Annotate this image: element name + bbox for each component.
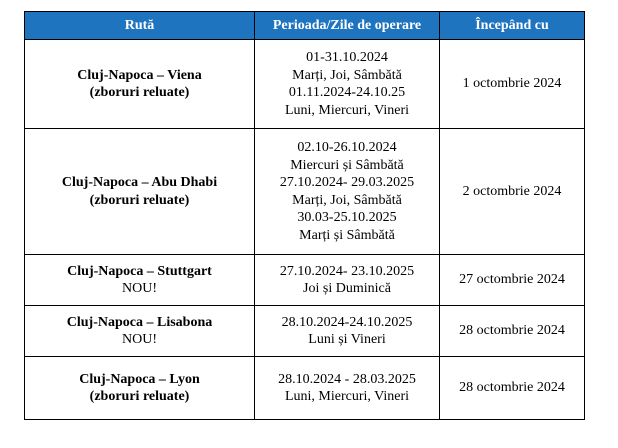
schedule-line: Marți, Joi, Sâmbătă (292, 192, 402, 208)
schedule-line: Marți și Sâmbătă (299, 227, 395, 243)
start-date-cell: 2 octombrie 2024 (440, 129, 585, 255)
new-badge: NOU! (122, 332, 157, 347)
table-row (25, 306, 585, 357)
table-body (25, 40, 585, 420)
schedule-line: 28.10.2024 - 28.03.2025 (278, 371, 416, 387)
header-row (25, 12, 585, 40)
schedule-line: 27.10.2024- 29.03.2025 (279, 175, 415, 190)
schedule-line: 27.10.2024- 23.10.2025 (279, 263, 415, 279)
schedule-line: Marți, Joi, Sâmbătă (292, 67, 402, 83)
route-cell (25, 306, 255, 357)
schedule-line: 01-31.10.2024 (306, 50, 388, 65)
start-date-cell: 27 octombrie 2024 (440, 255, 585, 306)
route-cell (25, 255, 255, 306)
schedule-line: Luni, Miercuri, Vineri (284, 389, 410, 404)
schedule-line: 01.11.2024-24.10.25 (288, 85, 406, 100)
route-name: Cluj-Napoca – Abu Dhabi (61, 175, 218, 190)
schedule-line: Joi și Duminică (303, 281, 391, 296)
route-note: (zboruri reluate) (89, 85, 190, 100)
route-name: Cluj-Napoca – Stuttgart (67, 263, 212, 279)
route-note: (zboruri reluate) (89, 192, 190, 208)
route-name: Cluj-Napoca – Viena (77, 67, 202, 83)
start-date-cell: 28 octombrie 2024 (440, 306, 585, 357)
schedule-line: Luni și Vineri (308, 332, 386, 347)
schedule-cell (255, 129, 440, 255)
start-date-cell: 28 octombrie 2024 (440, 357, 585, 420)
table-row (25, 357, 585, 420)
schedule-cell (255, 255, 440, 306)
route-note: (zboruri reluate) (89, 389, 190, 404)
schedule-line: Luni, Miercuri, Vineri (284, 102, 410, 118)
schedule-line: 02.10-26.10.2024 (297, 140, 397, 155)
route-cell (25, 40, 255, 129)
start-date-cell: 1 octombrie 2024 (440, 40, 585, 129)
table-header (25, 12, 585, 40)
header-start: Începând cu (440, 12, 585, 40)
header-period: Perioada/Zile de operare (255, 12, 440, 40)
schedule-line: 28.10.2024-24.10.2025 (281, 314, 413, 330)
table-row (25, 255, 585, 306)
new-badge: NOU! (122, 281, 157, 296)
route-name: Cluj-Napoca – Lisabona (66, 314, 213, 330)
schedule-cell (255, 40, 440, 129)
route-name: Cluj-Napoca – Lyon (79, 371, 200, 387)
schedule-cell (255, 357, 440, 420)
table-row (25, 40, 585, 129)
schedule-cell (255, 306, 440, 357)
schedule-line: 30.03-25.10.2025 (297, 210, 397, 225)
route-cell (25, 357, 255, 420)
table-row (25, 129, 585, 255)
route-cell (25, 129, 255, 255)
flight-routes-table (24, 11, 585, 420)
header-route: Rută (25, 12, 255, 40)
schedule-line: Miercuri și Sâmbătă (290, 157, 404, 173)
